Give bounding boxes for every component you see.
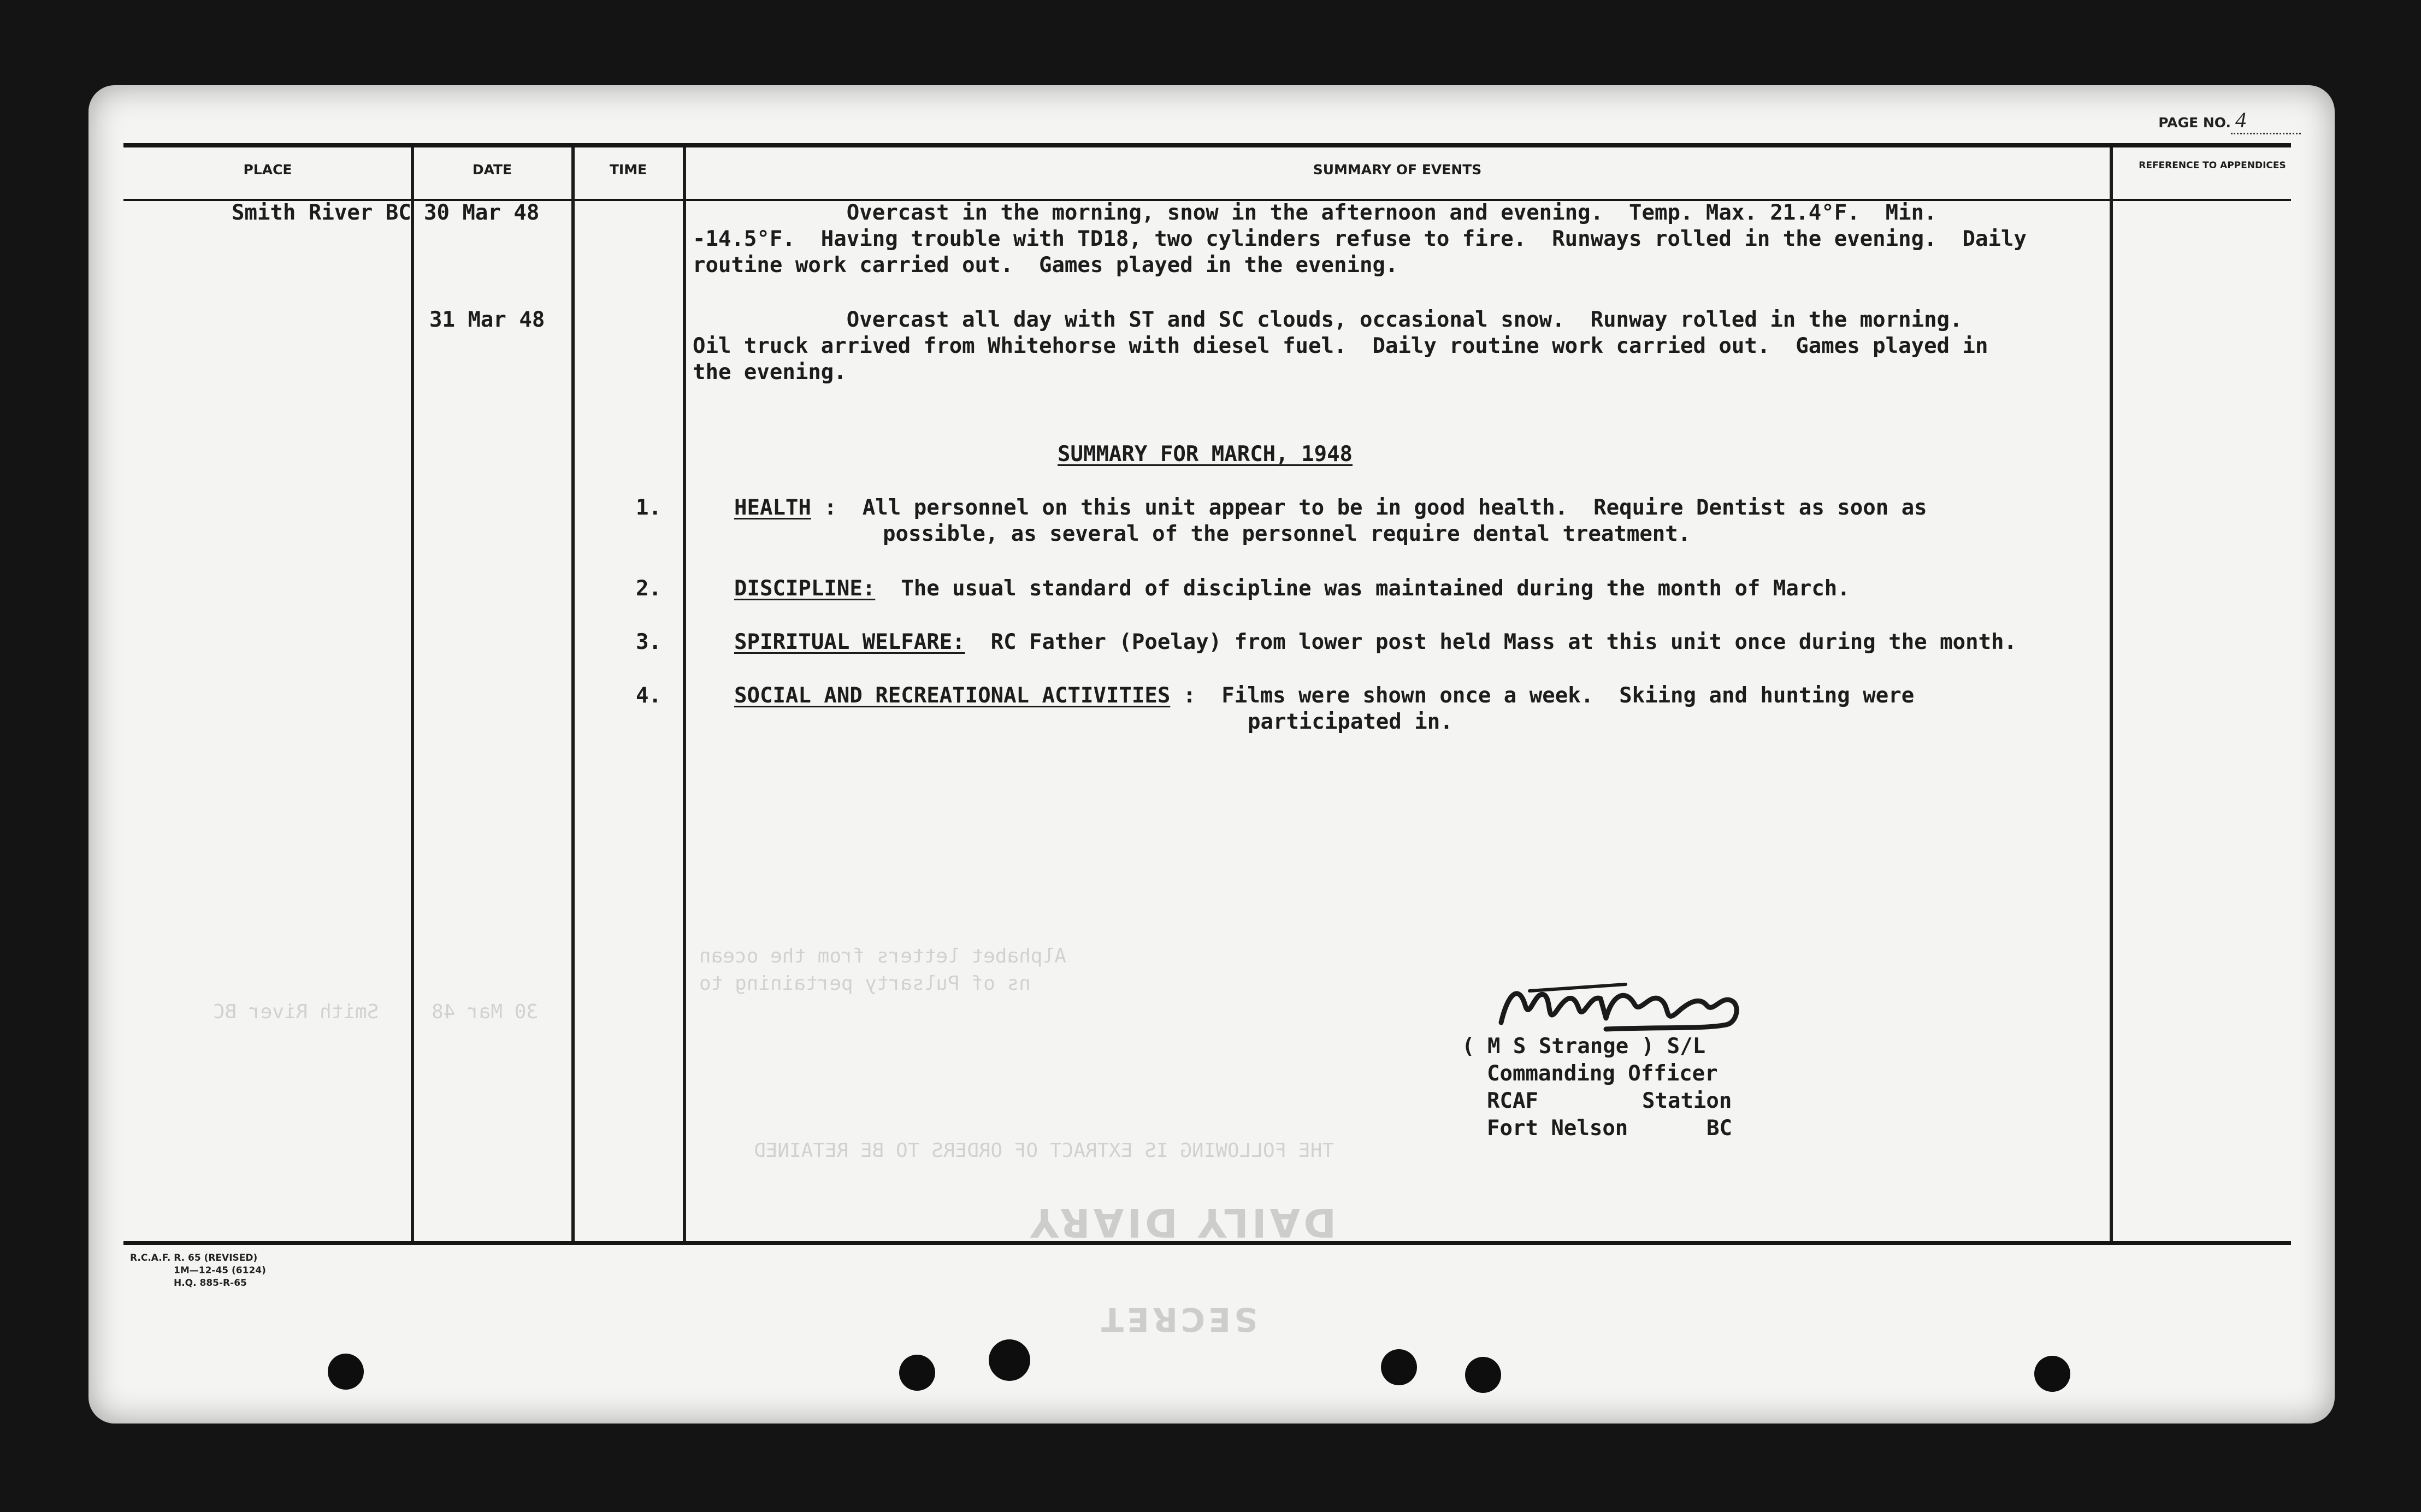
bleed-through-text: Alphabet letters from the ocean [699, 945, 1066, 967]
item-line [734, 495, 1927, 521]
item-separator [875, 576, 901, 601]
signatory-unit: RCAF [1487, 1089, 1538, 1113]
signatory-name: ( M S Strange ) S/L [1462, 1034, 1706, 1059]
column-header-date: DATE [472, 162, 512, 178]
entry-text-line: routine work carried out. Games played in the evening. [693, 253, 1398, 277]
divider-date-time [571, 147, 575, 1241]
entry-date: 31 Mar 48 [429, 308, 545, 332]
entry-place: Smith River BC [232, 200, 411, 225]
bleed-through-text: ns of Pulsarty pertaining to [699, 972, 1031, 995]
form-number: R.C.A.F. R. 65 (REVISED) [130, 1253, 258, 1263]
handwritten-signature [1497, 972, 1759, 1040]
entry-text-line: Overcast all day with ST and SC clouds, occasional snow. Runway rolled in the morning. [693, 308, 1963, 332]
item-text: The usual standard of discipline was maintained during the month of March. [901, 576, 1850, 601]
item-label: HEALTH [734, 495, 811, 520]
page-number-value: 4 [2231, 107, 2301, 134]
column-header-summary: SUMMARY OF EVENTS [1313, 162, 1482, 178]
item-label: SOCIAL AND RECREATIONAL ACTIVITIES [734, 683, 1171, 708]
binder-hole [1465, 1357, 1501, 1393]
divider-summary-reference [2110, 147, 2113, 1241]
binder-hole [989, 1339, 1030, 1381]
binder-hole [899, 1355, 935, 1391]
binder-hole [1381, 1349, 1417, 1385]
item-separator: : [1170, 683, 1222, 708]
column-header-place: PLACE [243, 162, 292, 178]
summary-heading: SUMMARY FOR MARCH, 1948 [1058, 442, 1353, 466]
item-separator [965, 630, 991, 654]
page-number-label: PAGE NO. [2158, 115, 2231, 131]
form-print-code: 1M—12-45 (6124) [174, 1265, 266, 1276]
form-hq-code: H.Q. 885-R-65 [174, 1278, 247, 1289]
column-header-reference: REFERENCE TO APPENDICES [2139, 160, 2286, 171]
binder-hole [328, 1354, 364, 1390]
page-number [2158, 107, 2301, 134]
item-number: 4. [636, 683, 662, 708]
item-text-continued: possible, as several of the personnel require dental treatment. [883, 522, 1691, 546]
item-label: SPIRITUAL WELFARE: [734, 630, 965, 654]
item-text: All personnel on this unit appear to be in good health. Require Dentist as soon as [862, 495, 1927, 520]
signatory-title: Commanding Officer [1487, 1061, 1718, 1086]
signatory-province: BC [1706, 1116, 1732, 1141]
entry-date: 30 Mar 48 [424, 200, 540, 225]
bleed-through-text: THE FOLLOWING IS EXTRACT OF ORDERS TO BE RETAINED [754, 1139, 1334, 1162]
entry-text-line: the evening. [693, 360, 847, 385]
item-text: Films were shown once a week. Skiing and hunting were [1221, 683, 1915, 708]
entry-text-line: Overcast in the morning, snow in the afternoon and evening. Temp. Max. 21.4°F. Min. [693, 200, 1937, 225]
form-footer [130, 1252, 266, 1290]
item-number: 2. [636, 576, 662, 601]
binder-hole [2034, 1356, 2070, 1392]
item-text: RC Father (Poelay) from lower post held Mass at this unit once during the month. [990, 630, 2017, 654]
item-text-continued: participated in. [1248, 710, 1453, 734]
item-separator: : [811, 495, 863, 520]
item-line [734, 683, 1914, 709]
item-number: 1. [636, 495, 662, 520]
signatory-location: Fort Nelson [1487, 1116, 1628, 1141]
bleed-through-text: 30 Mar 48 [432, 1001, 539, 1023]
signatory-unit-type: Station [1642, 1089, 1732, 1113]
entry-text-line: -14.5°F. Having trouble with TD18, two cylinders refuse to fire. Runways rolled in the evening. Daily [693, 227, 2027, 251]
bleed-through-heading: DAILY DIARY [1027, 1200, 1337, 1245]
bleed-through-text: Smith River BC [213, 1001, 379, 1023]
item-number: 3. [636, 630, 662, 654]
item-label: DISCIPLINE: [734, 576, 876, 601]
entry-text-line: Oil truck arrived from Whitehorse with diesel fuel. Daily routine work carried out. Games played in [693, 334, 1988, 358]
divider-place-date [411, 147, 414, 1241]
item-line [734, 576, 1850, 602]
column-header-time: TIME [609, 162, 647, 178]
table-top-rule [123, 143, 2291, 147]
bleed-through-heading: SECRET [1098, 1300, 1258, 1338]
item-line [734, 629, 2017, 655]
divider-time-summary [683, 147, 686, 1241]
